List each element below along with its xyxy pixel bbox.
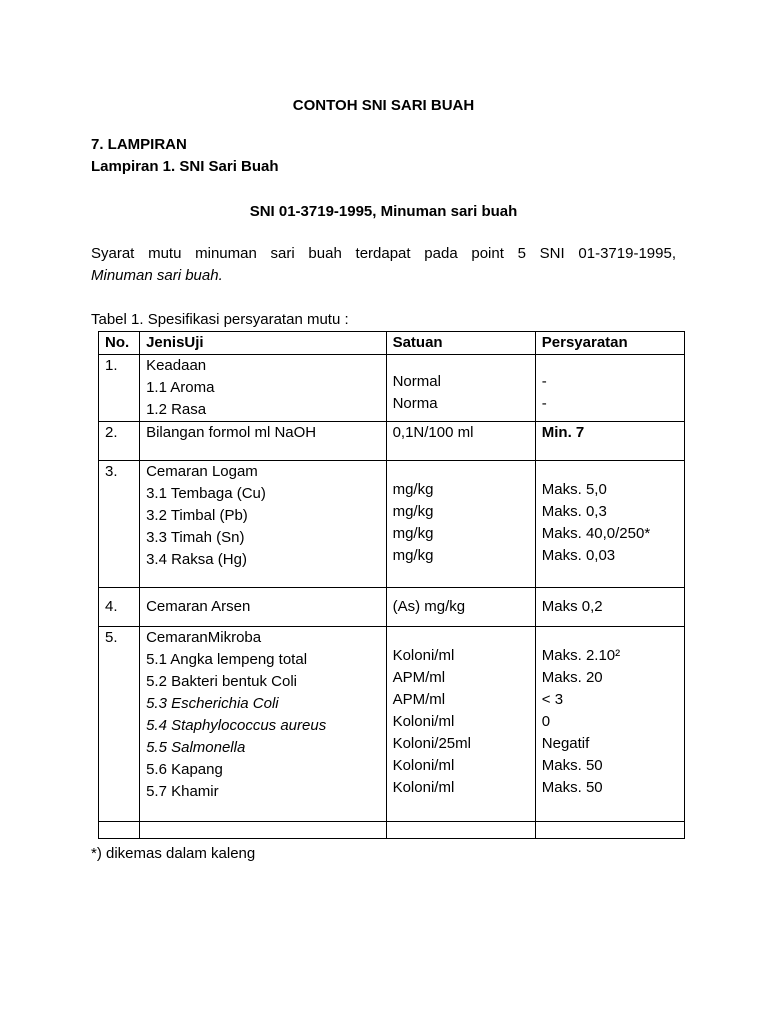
cell-satuan-value: Koloni/25ml (392, 735, 471, 752)
cell-no: 2. (99, 422, 140, 461)
table-row-empty (99, 822, 685, 839)
cell-persyaratan-value: - (541, 395, 547, 412)
cell-jenis (140, 461, 387, 588)
cell-persyaratan-value: Maks. 0,3 (541, 503, 607, 520)
cell-persyaratan-value: Maks. 5,0 (541, 481, 607, 498)
header-persyaratan: Persyaratan (535, 332, 684, 355)
cell-jenis-sub: 5.1 Angka lempeng total (146, 651, 308, 668)
cell-empty (99, 822, 140, 839)
document-title: CONTOH SNI SARI BUAH (292, 97, 475, 114)
cell-no: 5. (99, 627, 140, 822)
section-heading: 7. LAMPIRAN (91, 136, 187, 153)
cell-persyaratan-value: Maks. 0,03 (541, 547, 616, 564)
cell-persyaratan (535, 355, 684, 422)
cell-satuan-value: Koloni/ml (392, 647, 455, 664)
cell-persyaratan (535, 627, 684, 822)
cell-persyaratan-value: Maks. 50 (541, 757, 603, 774)
cell-no: 3. (99, 461, 140, 588)
cell-persyaratan-value: < 3 (541, 691, 564, 708)
cell-persyaratan-value: Negatif (541, 735, 590, 752)
cell-satuan: 0,1N/100 ml (386, 422, 535, 461)
cell-satuan-value: Koloni/ml (392, 757, 455, 774)
cell-persyaratan: Min. 7 (535, 422, 684, 461)
cell-satuan-value: APM/ml (392, 669, 446, 686)
cell-jenis (140, 627, 387, 822)
cell-persyaratan-value: Maks. 40,0/250* (541, 525, 651, 542)
cell-jenis-sub: 3.2 Timbal (Pb) (146, 507, 248, 524)
header-satuan: Satuan (386, 332, 535, 355)
cell-jenis-sub: 5.7 Khamir (146, 783, 219, 800)
cell-persyaratan-value: Maks. 50 (541, 779, 603, 796)
table-row (99, 588, 685, 627)
cell-jenis-sub: 1.1 Aroma (146, 379, 215, 396)
cell-no: 1. (99, 355, 140, 422)
cell-persyaratan-value: - (541, 373, 547, 390)
cell-satuan-value: Koloni/ml (392, 713, 455, 730)
cell-jenis-sub: 1.2 Rasa (146, 401, 207, 418)
header-jenis-uji: JenisUji (140, 332, 387, 355)
cell-satuan-value: APM/ml (392, 691, 446, 708)
sni-title: SNI 01-3719-1995, Minuman sari buah (249, 203, 518, 220)
cell-jenis-sub: 5.4 Staphylococcus aureus (146, 717, 327, 734)
cell-persyaratan-value: Maks. 2.10² (541, 647, 621, 664)
cell-jenis-head: Keadaan (146, 357, 207, 374)
cell-jenis-sub: 5.6 Kapang (146, 761, 223, 778)
cell-satuan: (As) mg/kg (386, 588, 535, 627)
table-footnote: *) dikemas dalam kaleng (91, 845, 256, 862)
cell-satuan-value: mg/kg (392, 503, 434, 520)
table-row (99, 422, 685, 461)
table-row (99, 461, 685, 588)
cell-empty (140, 822, 387, 839)
cell-empty (535, 822, 684, 839)
cell-jenis-head: Cemaran Logam (146, 463, 258, 480)
cell-satuan (386, 627, 535, 822)
cell-jenis-head: CemaranMikroba (146, 629, 262, 646)
cell-persyaratan (535, 461, 684, 588)
header-no: No. (99, 332, 140, 355)
cell-persyaratan: Maks 0,2 (535, 588, 684, 627)
cell-satuan-value: mg/kg (392, 547, 434, 564)
cell-jenis: Bilangan formol ml NaOH (140, 422, 387, 461)
cell-satuan (386, 355, 535, 422)
lampiran-heading: Lampiran 1. SNI Sari Buah (91, 158, 279, 175)
cell-persyaratan-value: Maks. 20 (541, 669, 603, 686)
cell-jenis-sub: 5.3 Escherichia Coli (146, 695, 279, 712)
cell-jenis-sub: 5.5 Salmonella (146, 739, 246, 756)
table-caption: Tabel 1. Spesifikasi persyaratan mutu : (91, 311, 349, 328)
cell-satuan (386, 461, 535, 588)
table-row (99, 355, 685, 422)
cell-empty (386, 822, 535, 839)
cell-jenis-sub: 5.2 Bakteri bentuk Coli (146, 673, 297, 690)
cell-satuan-value: Norma (392, 395, 438, 412)
cell-jenis: Cemaran Arsen (140, 588, 387, 627)
cell-jenis (140, 355, 387, 422)
quality-spec-table (98, 331, 685, 839)
cell-no: 4. (99, 588, 140, 627)
intro-paragraph-line1: Syarat mutu minuman sari buah terdapat pada point 5 SNI 01-3719-1995, (91, 245, 676, 262)
table-header-row (99, 332, 685, 355)
cell-satuan-value: Normal (392, 373, 441, 390)
cell-satuan-value: mg/kg (392, 481, 434, 498)
cell-jenis-sub: 3.1 Tembaga (Cu) (146, 485, 266, 502)
cell-satuan-value: mg/kg (392, 525, 434, 542)
cell-jenis-sub: 3.4 Raksa (Hg) (146, 551, 247, 568)
intro-paragraph-line2: Minuman sari buah. (91, 267, 223, 284)
table-row (99, 627, 685, 822)
cell-satuan-value: Koloni/ml (392, 779, 455, 796)
cell-jenis-sub: 3.3 Timah (Sn) (146, 529, 245, 546)
cell-persyaratan-value: 0 (541, 713, 551, 730)
